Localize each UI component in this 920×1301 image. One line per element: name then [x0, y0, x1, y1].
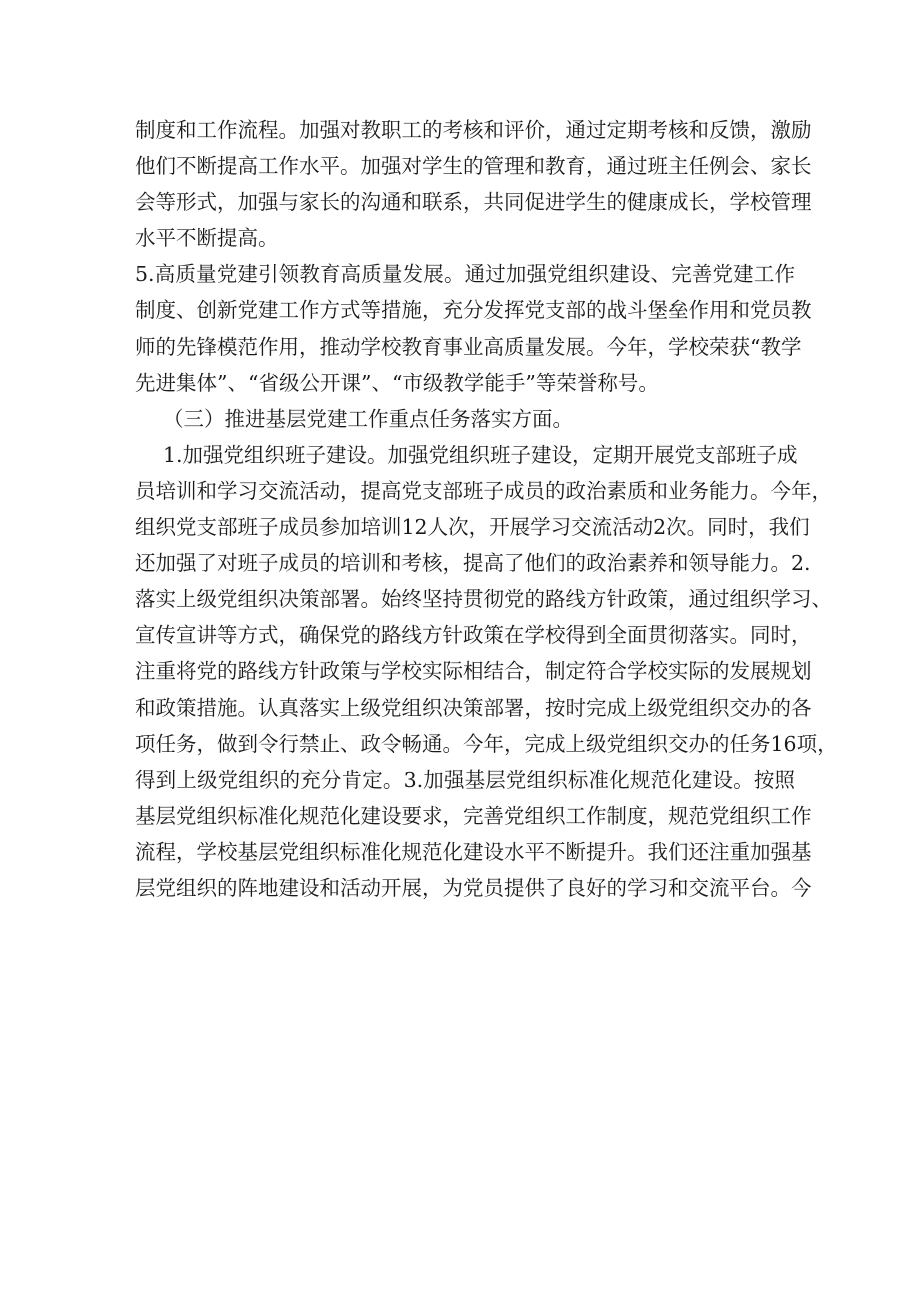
text-line: 师的先锋模范作用，推动学校教育事业高质量发展。今年，学校荣获“教学	[135, 334, 802, 359]
text-line: 组织党支部班子成员参加培训12人次，开展学习交流活动2次。同时，我们	[135, 515, 810, 540]
text-line: 会等形式，加强与家长的沟通和联系，共同促进学生的健康成长，学校管理	[135, 190, 812, 215]
text-line: 水平不断提高。	[135, 226, 279, 251]
text-line: 注重将党的路线方针政策与学校实际相结合，制定符合学校实际的发展规划	[135, 659, 812, 684]
text-line: （三）推进基层党建工作重点任务落实方面。	[163, 406, 573, 431]
text-line: 基层党组织标准化规范化建设要求，完善党组织工作制度，规范党组织工作	[135, 803, 812, 828]
text-line: 他们不断提高工作水平。加强对学生的管理和教育，通过班主任例会、家长	[135, 154, 812, 179]
text-line: 制度、创新党建工作方式等措施，充分发挥党支部的战斗堡垒作用和党员教	[135, 298, 812, 323]
text-line: 项任务，做到令行禁止、政令畅通。今年，完成上级党组织交办的任务16项，	[135, 731, 838, 756]
text-line: 落实上级党组织决策部署。始终坚持贯彻党的路线方针政策，通过组织学习、	[135, 587, 832, 612]
text-line: 宣传宣讲等方式，确保党的路线方针政策在学校得到全面贯彻落实。同时，	[135, 623, 812, 648]
text-line: 和政策措施。认真落实上级党组织决策部署，按时完成上级党组织交办的各	[135, 695, 812, 720]
text-line: 得到上级党组织的充分肯定。3.加强基层党组织标准化规范化建设。按照	[135, 767, 795, 792]
text-line: 1.加强党组织班子建设。加强党组织班子建设，定期开展党支部班子成	[163, 442, 798, 467]
text-line: 员培训和学习交流活动，提高党支部班子成员的政治素质和业务能力。今年，	[135, 478, 832, 503]
document-body	[135, 112, 838, 906]
text-line: 层党组织的阵地建设和活动开展，为党员提供了良好的学习和交流平台。今	[135, 875, 812, 900]
text-line: 先进集体”、“省级公开课”、“市级教学能手”等荣誉称号。	[135, 370, 659, 395]
text-line: 流程，学校基层党组织标准化规范化建设水平不断提升。我们还注重加强基	[135, 839, 812, 864]
text-line: 还加强了对班子成员的培训和考核，提高了他们的政治素养和领导能力。2.	[135, 551, 811, 576]
text-line: 制度和工作流程。加强对教职工的考核和评价，通过定期考核和反馈，激励	[135, 118, 812, 142]
text-line: 5.高质量党建引领教育高质量发展。通过加强党组织建设、完善党建工作	[135, 262, 795, 287]
